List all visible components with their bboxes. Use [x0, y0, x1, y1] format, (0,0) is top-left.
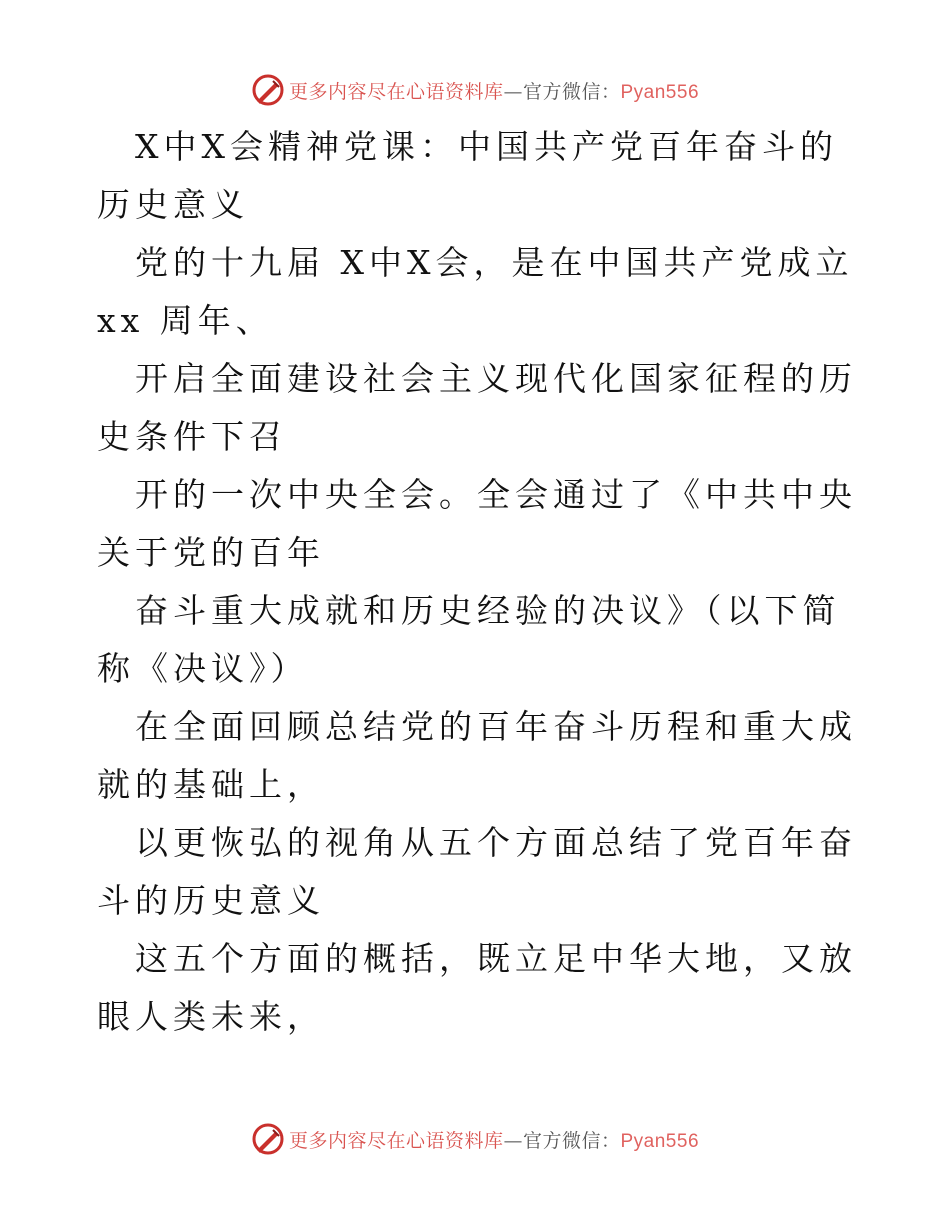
watermark-separator: —: [503, 80, 523, 103]
watermark-official: 官方微信：: [522, 80, 621, 103]
document-line: X中X会精神党课：中国共产党百年奋斗的历史意义: [97, 127, 838, 224]
watermark-handle: Pyan556: [620, 1130, 700, 1152]
watermark-handle: Pyan556: [620, 81, 700, 103]
watermark-separator: —: [503, 1129, 523, 1152]
document-line: 以更恢弘的视角从五个方面总结了党百年奋斗的历史意义: [97, 823, 857, 920]
watermark-text: [289, 77, 699, 104]
document-line: 开启全面建设社会主义现代化国家征程的历史条件下召: [97, 359, 857, 456]
watermark-brand: 更多内容尽在心语资料库: [288, 80, 504, 103]
pen-logo-icon: [251, 1122, 285, 1156]
document-line: 党的十九届 X中X会，是在中国共产党成立 xx 周年、: [97, 243, 854, 340]
footer-watermark: [0, 1119, 950, 1159]
pen-logo-icon: [251, 73, 285, 107]
document-line: 在全面回顾总结党的百年奋斗历程和重大成就的基础上，: [97, 707, 857, 804]
document-line: 开的一次中央全会。全会通过了《中共中央关于党的百年: [97, 475, 857, 572]
header-watermark: [0, 70, 950, 110]
document-body: [97, 118, 857, 1046]
watermark-text: [289, 1126, 699, 1153]
document-line: 奋斗重大成就和历史经验的决议》（以下简称《决议》）: [97, 591, 841, 688]
watermark-official: 官方微信：: [522, 1129, 621, 1152]
document-line: 这五个方面的概括，既立足中华大地，又放眼人类未来，: [97, 939, 857, 1036]
watermark-brand: 更多内容尽在心语资料库: [288, 1129, 504, 1152]
